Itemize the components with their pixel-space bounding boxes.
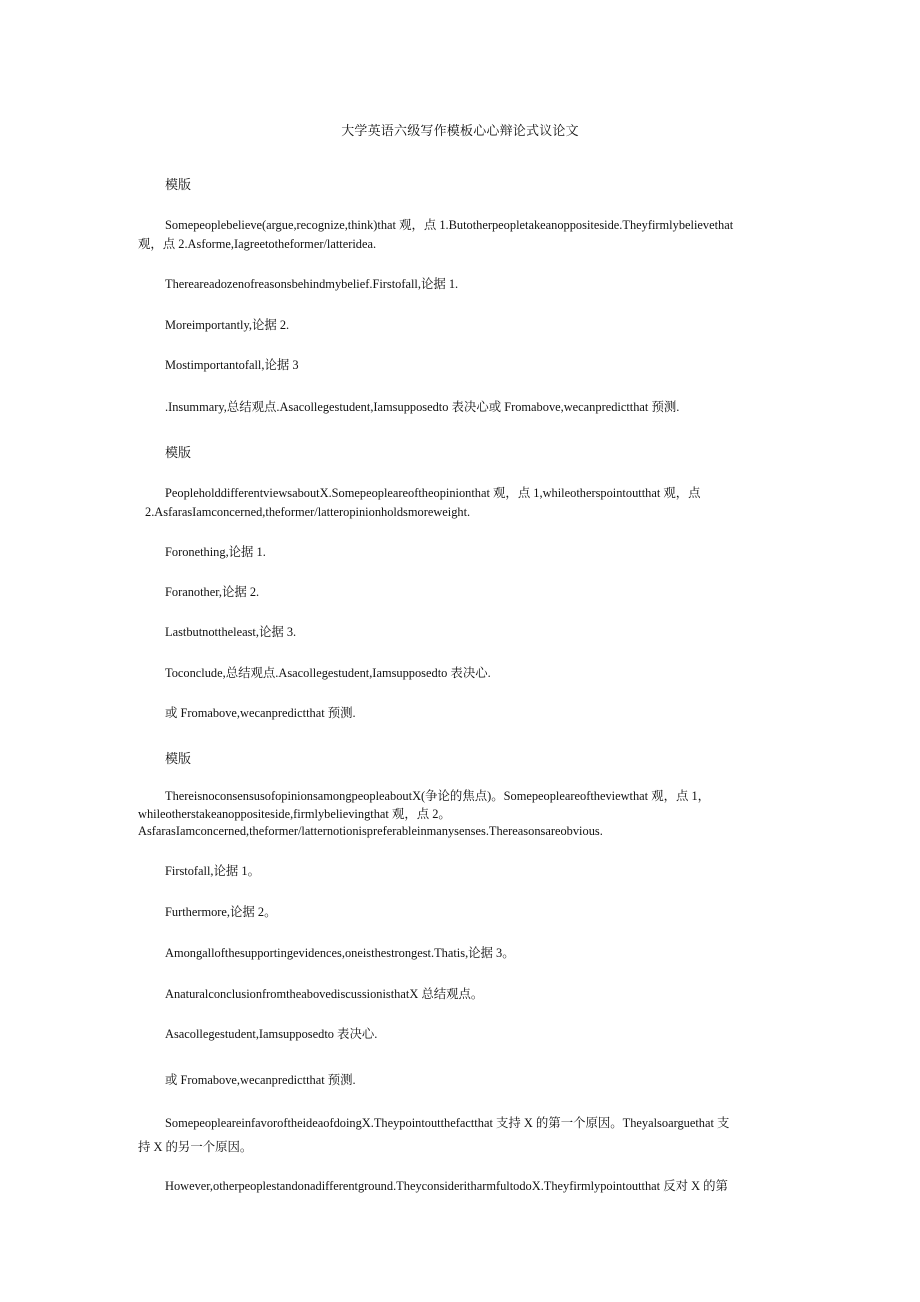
paragraph-line: Mostimportantofall,论据 3 xyxy=(165,358,299,372)
paragraph-line: Foranother,论据 2. xyxy=(165,585,260,599)
paragraph-line: Asacollegestudent,Iamsupposedto 表决心. xyxy=(165,1027,378,1041)
paragraph-line: Thereareadozenofreasonsbehindmybelief.Firstofall,论据 1. xyxy=(165,277,459,291)
paragraph-line: Somepeoplebelieve(argue,recognize,think)that 观，点 1.Butotherpeopletakeanoppositeside.Theyfirmlybelievethat xyxy=(165,218,734,232)
paragraph-line: Moreimportantly,论据 2. xyxy=(165,318,290,332)
paragraph-line: .Insummary,总结观点.Asacollegestudent,Iamsupposedto 表决心或 Fromabove,wecanpredictthat 预测. xyxy=(165,400,680,414)
paragraph-line: Firstofall,论据 1。 xyxy=(165,864,260,878)
paragraph-line: 或 Fromabove,wecanpredictthat 预测. xyxy=(165,1073,356,1087)
paragraph-line: Lastbutnottheleast,论据 3. xyxy=(165,625,297,639)
section-heading-1: 模版 xyxy=(165,178,192,193)
paragraph-line: whileotherstakeanoppositeside,firmlybelievingthat 观，点 2。 xyxy=(138,807,451,821)
paragraph-line: Toconclude,总结观点.Asacollegestudent,Iamsupposedto 表决心. xyxy=(165,666,491,680)
paragraph-line: ThereisnoconsensusofopinionsamongpeopleaboutX(争论的焦点)。Somepeopleareoftheviewthat 观，点 1， xyxy=(165,789,711,803)
paragraph-line: AsfarasIamconcerned,theformer/latternotionispreferableinmanysenses.Thereasonsareobvious. xyxy=(138,824,603,838)
paragraph-line: 持 X 的另一个原因。 xyxy=(138,1140,253,1154)
section-heading-2: 模版 xyxy=(165,446,192,461)
section-heading-3: 模版 xyxy=(165,752,192,767)
paragraph-line: SomepeopleareinfavoroftheideaofdoingX.Theypointoutthefactthat 支持 X 的第一个原因。Theyalsoarguethat 支 xyxy=(165,1116,730,1130)
page-title: 大学英语六级写作模板心心辩论式议论文 xyxy=(341,124,579,139)
paragraph-line: Foronething,论据 1. xyxy=(165,545,266,559)
paragraph-line: 观，点 2.Asforme,Iagreetotheformer/latteridea. xyxy=(138,237,377,251)
paragraph-line: However,otherpeoplestandonadifferentground.TheyconsideritharmfultodoX.Theyfirmlypointoutthat 反对 X 的第 xyxy=(165,1179,728,1193)
paragraph-line: 或 Fromabove,wecanpredictthat 预测. xyxy=(165,706,356,720)
paragraph-line: Amongallofthesupportingevidences,oneisthestrongest.Thatis,论据 3。 xyxy=(165,946,515,960)
paragraph-line: AnaturalconclusionfromtheabovediscussionisthatX 总结观点。 xyxy=(165,987,484,1001)
paragraph-line: Furthermore,论据 2。 xyxy=(165,905,277,919)
paragraph-line: 2.AsfarasIamconcerned,theformer/latteropinionholdsmoreweight. xyxy=(145,505,471,519)
paragraph-line: PeopleholddifferentviewsaboutX.Somepeopleareoftheopinionthat 观，点 1,whileotherspointoutthat 观，点 xyxy=(165,486,701,500)
